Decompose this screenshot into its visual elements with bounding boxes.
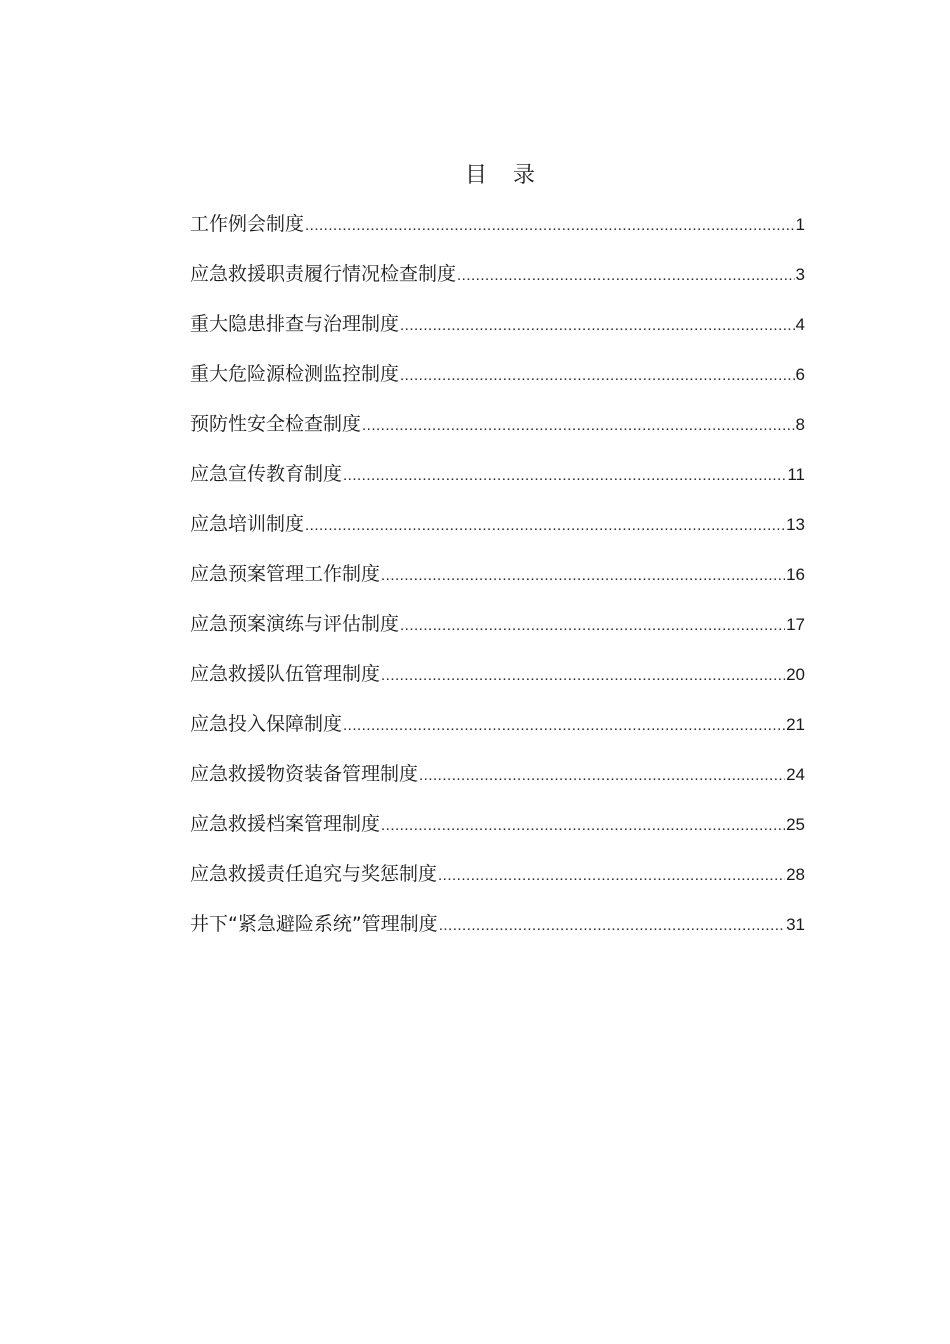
toc-page-number: 21: [786, 715, 805, 734]
toc-page-number: 4: [795, 315, 805, 334]
toc-dot-leader: [362, 408, 795, 444]
toc-dot-leader: [305, 208, 795, 244]
toc-dot-leader: [439, 908, 785, 944]
toc-entry-label: 应急救援档案管理制度: [190, 813, 381, 835]
toc-page-number: 24: [786, 765, 805, 784]
toc-title-char-2: 录: [513, 163, 536, 188]
toc-dot-leader: [343, 708, 785, 744]
toc-entry[interactable]: [190, 856, 805, 906]
toc-title-char-1: 目: [464, 163, 487, 188]
toc-entry-label: 应急预案管理工作制度: [190, 563, 381, 585]
toc-entry-label: 井下“紧急避险系统”管理制度: [190, 913, 438, 935]
toc-entry-label: 应急救援责任追究与奖惩制度: [190, 863, 438, 885]
toc-dot-leader: [400, 608, 785, 644]
toc-entry[interactable]: [190, 406, 805, 456]
toc-page-number: 13: [786, 515, 805, 534]
toc-list: [190, 206, 805, 956]
toc-dot-leader: [305, 508, 785, 544]
toc-entry[interactable]: [190, 556, 805, 606]
toc-entry[interactable]: [190, 456, 805, 506]
toc-entry[interactable]: [190, 756, 805, 806]
toc-entry[interactable]: [190, 606, 805, 656]
toc-entry-label: 重大隐患排查与治理制度: [190, 313, 400, 335]
toc-page-number: 8: [795, 415, 805, 434]
toc-page-number: 16: [786, 565, 805, 584]
toc-dot-leader: [419, 758, 785, 794]
toc-dot-leader: [400, 308, 795, 344]
toc-entry-label: 应急救援物资装备管理制度: [190, 763, 419, 785]
toc-entry[interactable]: [190, 306, 805, 356]
toc-entry[interactable]: [190, 906, 805, 956]
toc-entry-label: 重大危险源检测监控制度: [190, 363, 400, 385]
toc-page-number: 28: [786, 865, 805, 884]
toc-entry-label: 应急投入保障制度: [190, 713, 343, 735]
toc-page-number: 6: [795, 365, 805, 384]
toc-page-number: 20: [786, 665, 805, 684]
toc-page-number: 3: [795, 265, 805, 284]
toc-entry-label: 应急救援职责履行情况检查制度: [190, 263, 457, 285]
toc-entry-label: 应急预案演练与评估制度: [190, 613, 400, 635]
toc-dot-leader: [400, 358, 795, 394]
toc-entry-label: 工作例会制度: [190, 213, 305, 235]
toc-entry[interactable]: [190, 706, 805, 756]
toc-entry-label: 应急培训制度: [190, 513, 305, 535]
toc-entry[interactable]: [190, 356, 805, 406]
toc-page-number: 25: [786, 815, 805, 834]
toc-dot-leader: [381, 658, 785, 694]
toc-entry[interactable]: [190, 656, 805, 706]
toc-entry-label: 应急宣传教育制度: [190, 463, 343, 485]
toc-page-number: 31: [786, 915, 805, 934]
toc-entry[interactable]: [190, 806, 805, 856]
toc-dot-leader: [381, 808, 785, 844]
toc-entry[interactable]: [190, 256, 805, 306]
toc-dot-leader: [457, 258, 795, 294]
toc-dot-leader: [343, 458, 786, 494]
toc-entry[interactable]: [190, 506, 805, 556]
toc-title: [0, 158, 950, 189]
toc-page-number: 17: [786, 615, 805, 634]
toc-page-number: 11: [787, 465, 805, 484]
toc-page-number: 1: [795, 215, 805, 234]
toc-entry-label: 预防性安全检查制度: [190, 413, 362, 435]
toc-dot-leader: [381, 558, 785, 594]
toc-entry[interactable]: [190, 206, 805, 256]
toc-dot-leader: [438, 858, 785, 894]
toc-entry-label: 应急救援队伍管理制度: [190, 663, 381, 685]
